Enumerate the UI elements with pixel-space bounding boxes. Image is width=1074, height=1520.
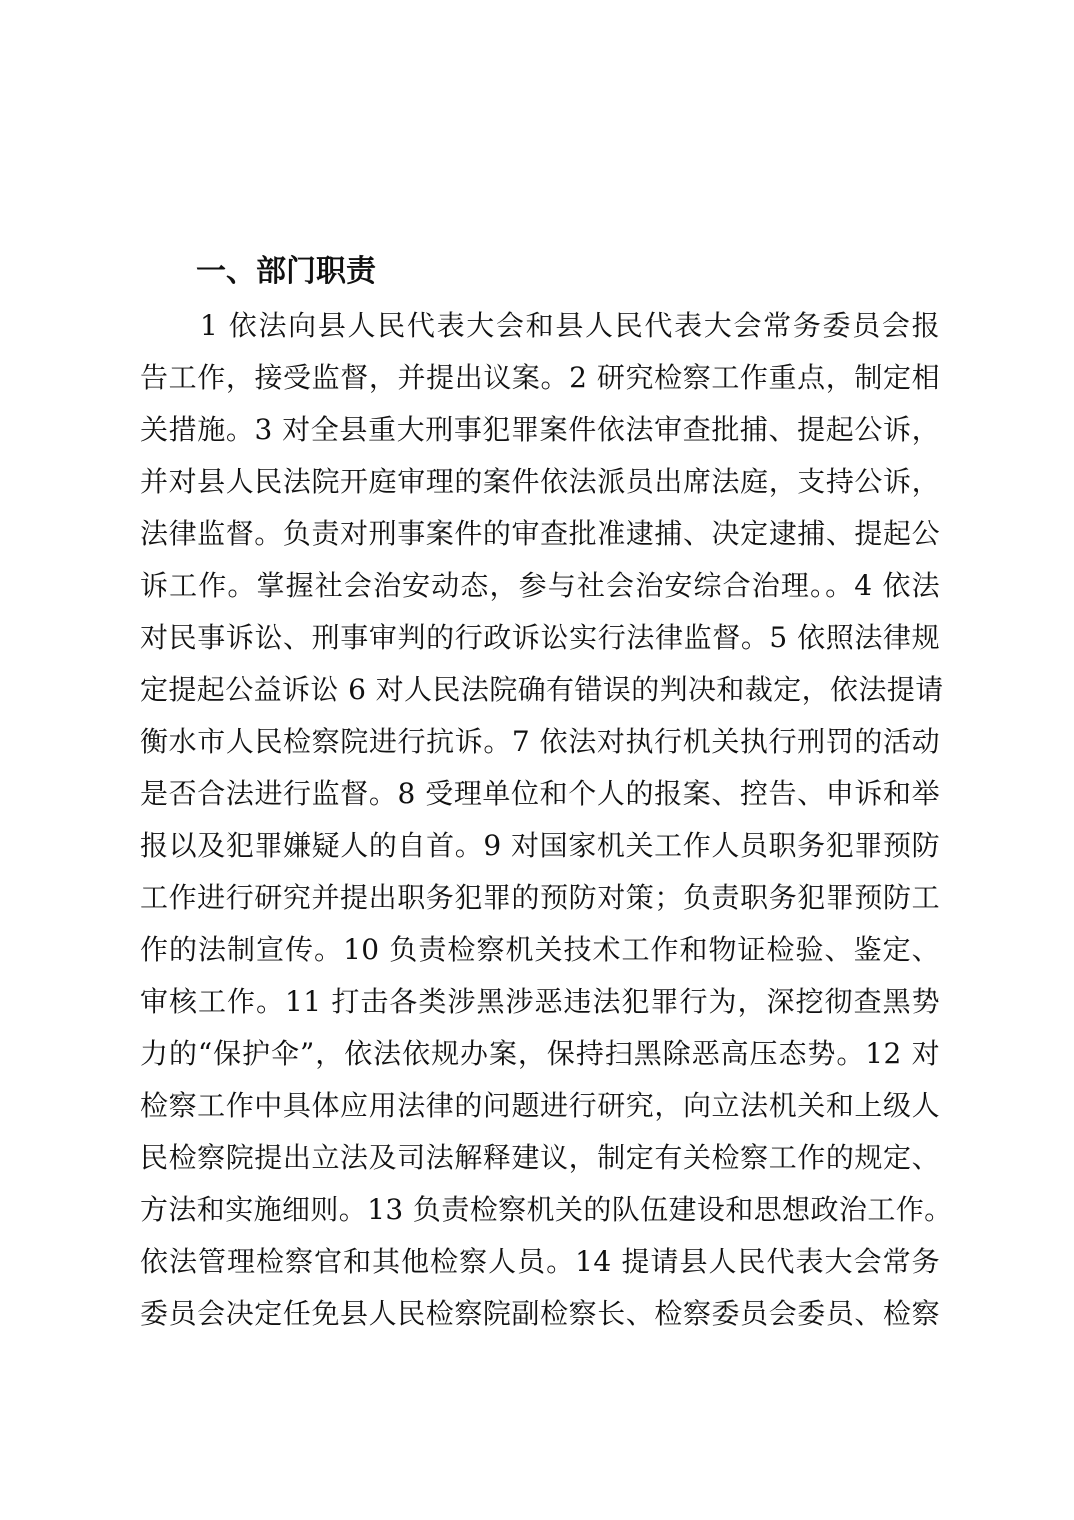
paragraph-line: 作的法制宣传。10 负责检察机关技术工作和物证检验、鉴定、 — [140, 933, 940, 966]
paragraph-line: 衡水市人民检察院进行抗诉。7 依法对执行机关执行刑罚的活动 — [140, 725, 940, 758]
paragraph-line: 对民事诉讼、刑事审判的行政诉讼实行法律监督。5 依照法律规 — [140, 621, 940, 654]
paragraph-line: 委员会决定任免县人民检察院副检察长、检察委员会委员、检察 — [140, 1297, 940, 1330]
paragraph-line: 关措施。3 对全县重大刑事犯罪案件依法审查批捕、提起公诉， — [140, 413, 940, 446]
paragraph-line: 法律监督。负责对刑事案件的审查批准逮捕、决定逮捕、提起公 — [140, 517, 940, 550]
paragraph-line: 依法管理检察官和其他检察人员。14 提请县人民代表大会常务 — [140, 1245, 940, 1278]
paragraph-line: 检察工作中具体应用法律的问题进行研究，向立法机关和上级人 — [140, 1089, 940, 1122]
paragraph-line: 定提起公益诉讼 6 对人民法院确有错误的判决和裁定，依法提请 — [140, 673, 944, 706]
paragraph-line: 民检察院提出立法及司法解释建议，制定有关检察工作的规定、 — [140, 1141, 940, 1174]
paragraph-line: 告工作，接受监督，并提出议案。2 研究检察工作重点，制定相 — [140, 361, 940, 394]
paragraph-line: 是否合法进行监督。8 受理单位和个人的报案、控告、申诉和举 — [140, 777, 940, 810]
paragraph-line: 1 依法向县人民代表大会和县人民代表大会常务委员会报 — [200, 309, 940, 342]
paragraph-line: 报以及犯罪嫌疑人的自首。9 对国家机关工作人员职务犯罪预防 — [140, 829, 940, 862]
paragraph-line: 诉工作。掌握社会治安动态，参与社会治安综合治理。。4 依法 — [140, 569, 940, 602]
section-heading: 一、部门职责 — [196, 254, 376, 289]
paragraph-line: 力的“保护伞”，依法依规办案，保持扫黑除恶高压态势。12 对 — [140, 1037, 940, 1070]
paragraph-line: 方法和实施细则。13 负责检察机关的队伍建设和思想政治工作。 — [140, 1193, 953, 1226]
paragraph-line: 工作进行研究并提出职务犯罪的预防对策；负责职务犯罪预防工 — [140, 881, 940, 914]
paragraph-line: 审核工作。11 打击各类涉黑涉恶违法犯罪行为，深挖彻查黑势 — [140, 985, 940, 1018]
paragraph-line: 并对县人民法院开庭审理的案件依法派员出席法庭，支持公诉， — [140, 465, 940, 498]
responsibilities-paragraph — [140, 300, 953, 1340]
